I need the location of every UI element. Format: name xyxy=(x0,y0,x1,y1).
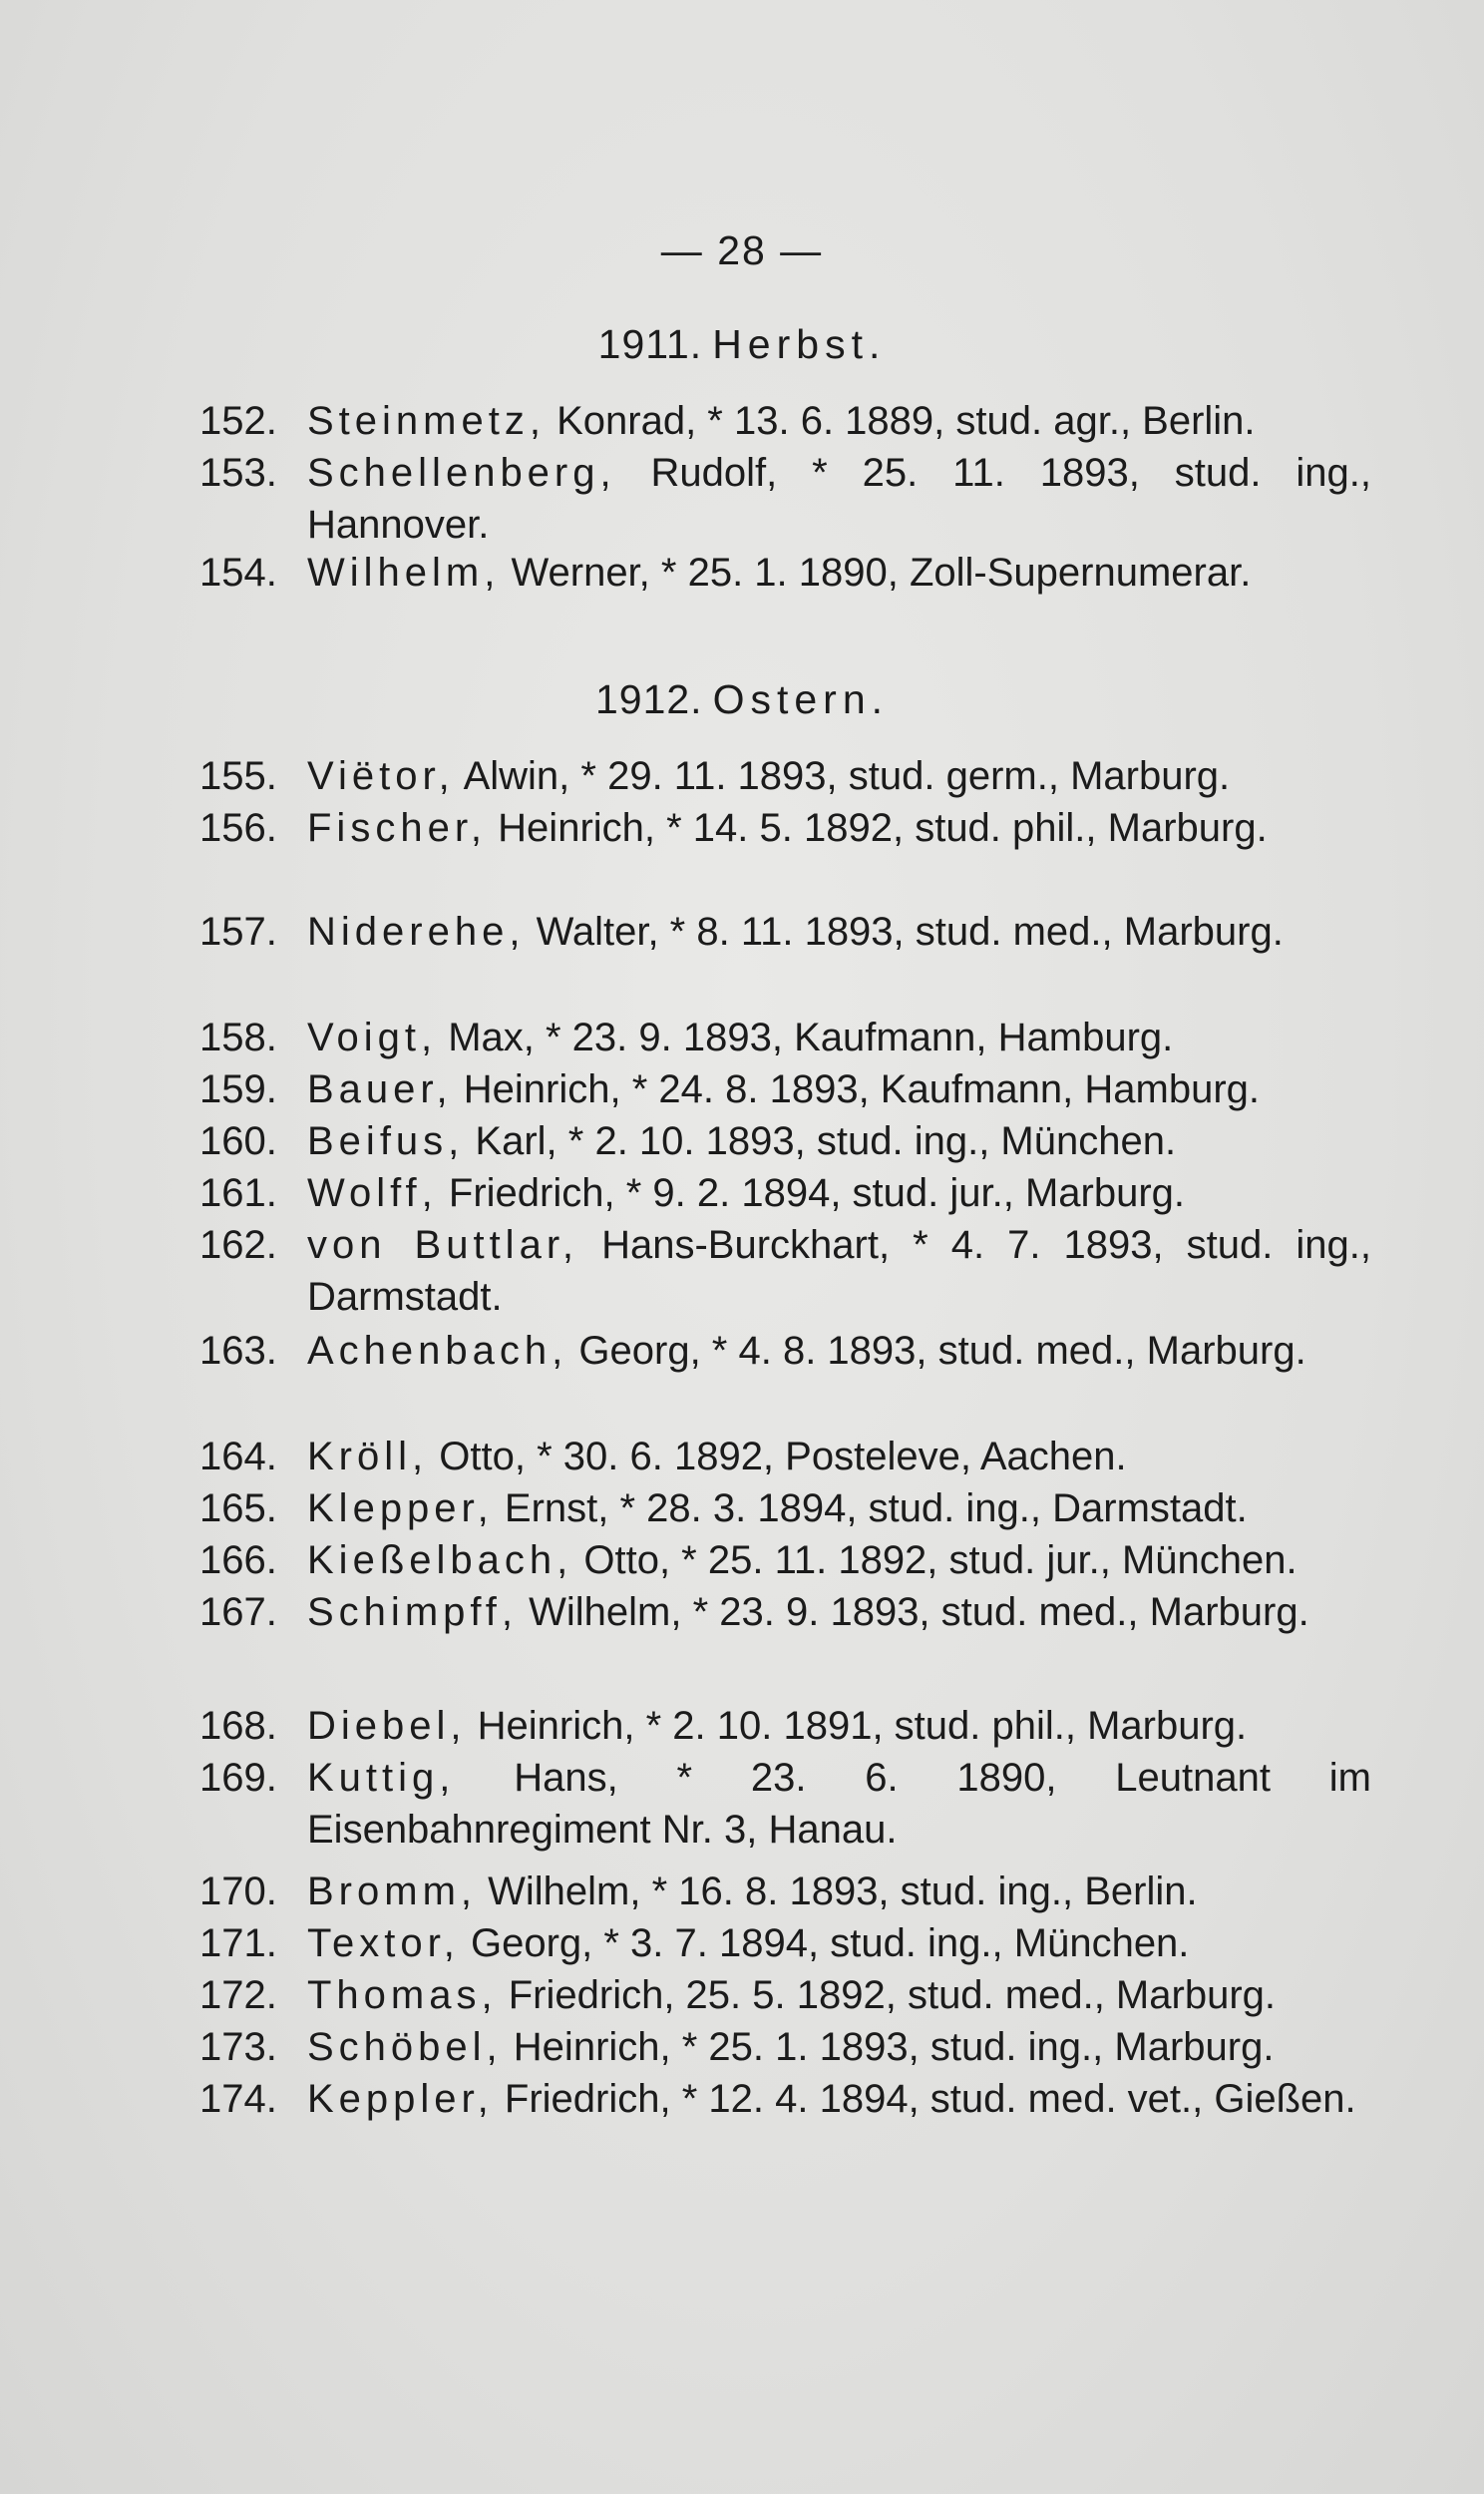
list-item xyxy=(199,1917,1371,1969)
entry-number: 152. xyxy=(199,399,277,443)
entry-surname: Schimpff, xyxy=(307,1590,518,1634)
entry-number: 154. xyxy=(199,551,277,595)
entry-number: 171. xyxy=(199,1921,277,1965)
entry-surname: Keppler, xyxy=(307,2077,494,2121)
entry-number: 168. xyxy=(199,1704,277,1748)
entry-details: Otto, * 25. 11. 1892, stud. jur., München. xyxy=(583,1538,1298,1582)
entry-surname: Voigt, xyxy=(307,1016,438,1059)
entry-details: Friedrich, * 12. 4. 1894, stud. med. vet., Gießen. xyxy=(504,2077,1356,2121)
list-item xyxy=(199,395,1371,447)
entry-surname: Beifus, xyxy=(307,1119,465,1163)
entry-details: Walter, * 8. 11. 1893, stud. med., Marburg. xyxy=(536,910,1284,954)
list-item xyxy=(199,802,1371,854)
entry-details: Wilhelm, * 23. 9. 1893, stud. med., Marburg. xyxy=(529,1590,1309,1634)
entry-details: Max, * 23. 9. 1893, Kaufmann, Hamburg. xyxy=(448,1016,1174,1059)
entry-number: 170. xyxy=(199,1870,277,1913)
entry-number: 173. xyxy=(199,2025,277,2069)
list-item xyxy=(199,1752,1371,1856)
entry-number: 172. xyxy=(199,1973,277,2017)
entry-surname: von Buttlar, xyxy=(307,1223,579,1267)
list-item xyxy=(199,2021,1371,2073)
section-heading-1912-ostern xyxy=(0,676,1484,723)
entry-surname: Viëtor, xyxy=(307,754,455,798)
entry-number: 155. xyxy=(199,754,277,798)
entry-surname: Wilhelm, xyxy=(307,551,501,595)
entry-details: Wilhelm, * 16. 8. 1893, stud. ing., Berlin. xyxy=(488,1870,1198,1913)
list-item xyxy=(199,750,1371,802)
entry-surname: Bromm, xyxy=(307,1870,477,1913)
entry-number: 156. xyxy=(199,806,277,850)
entry-details: Heinrich, * 14. 5. 1892, stud. phil., Marburg. xyxy=(498,806,1268,850)
entry-details: Konrad, * 13. 6. 1889, stud. agr., Berlin. xyxy=(556,399,1256,443)
entry-number: 163. xyxy=(199,1329,277,1373)
list-item xyxy=(199,547,1371,599)
page-number: — 28 — xyxy=(660,227,824,273)
section-heading-1911-herbst xyxy=(0,321,1484,368)
entry-surname: Kröll, xyxy=(307,1435,429,1478)
entry-details: Hans, * 23. 6. 1890, Leutnant im Eisenbahnregiment Nr. 3, Hanau. xyxy=(307,1756,1371,1852)
entry-details: Hans-Burckhart, * 4. 7. 1893, stud. ing., Darmstadt. xyxy=(307,1223,1371,1319)
entry-surname: Kießelbach, xyxy=(307,1538,573,1582)
entry-number: 162. xyxy=(199,1223,277,1267)
list-item xyxy=(199,1167,1371,1219)
list-item xyxy=(199,1431,1371,1482)
entry-details: Alwin, * 29. 11. 1893, stud. germ., Marburg. xyxy=(463,754,1231,798)
list-item xyxy=(199,1219,1371,1323)
entry-surname: Bauer, xyxy=(307,1067,453,1111)
list-item xyxy=(199,1586,1371,1638)
list-item xyxy=(199,2073,1371,2125)
entry-details: Friedrich, * 9. 2. 1894, stud. jur., Marburg. xyxy=(448,1171,1186,1215)
entry-number: 164. xyxy=(199,1435,277,1478)
list-item xyxy=(199,1115,1371,1167)
entry-number: 160. xyxy=(199,1119,277,1163)
section-season: Ostern. xyxy=(712,676,890,722)
entry-number: 174. xyxy=(199,2077,277,2121)
entry-details: Ernst, * 28. 3. 1894, stud. ing., Darmstadt. xyxy=(504,1486,1248,1530)
list-item xyxy=(199,1482,1371,1534)
section-year: 1912. xyxy=(594,676,703,722)
list-item xyxy=(199,906,1371,958)
entry-surname: Diebel, xyxy=(307,1704,467,1748)
entry-details: Friedrich, 25. 5. 1892, stud. med., Marburg. xyxy=(508,1973,1276,2017)
list-item xyxy=(199,447,1371,551)
entry-surname: Steinmetz, xyxy=(307,399,546,443)
entry-surname: Niderehe, xyxy=(307,910,526,954)
entry-surname: Textor, xyxy=(307,1921,460,1965)
entry-number: 169. xyxy=(199,1756,277,1800)
section-season: Herbst. xyxy=(712,321,887,367)
entry-details: Karl, * 2. 10. 1893, stud. ing., München. xyxy=(475,1119,1177,1163)
entry-surname: Kuttig, xyxy=(307,1756,456,1800)
list-item xyxy=(199,1969,1371,2021)
entry-details: Rudolf, * 25. 11. 1893, stud. ing., Hannover. xyxy=(307,451,1371,547)
entry-details: Otto, * 30. 6. 1892, Posteleve, Aachen. xyxy=(439,1435,1127,1478)
list-item xyxy=(199,1325,1371,1377)
entry-number: 159. xyxy=(199,1067,277,1111)
entry-details: Heinrich, * 2. 10. 1891, stud. phil., Marburg. xyxy=(477,1704,1248,1748)
entry-number: 165. xyxy=(199,1486,277,1530)
entry-details: Georg, * 3. 7. 1894, stud. ing., München. xyxy=(470,1921,1190,1965)
entry-number: 158. xyxy=(199,1016,277,1059)
list-item xyxy=(199,1063,1371,1115)
entry-surname: Wolff, xyxy=(307,1171,438,1215)
entry-surname: Thomas, xyxy=(307,1973,498,2017)
list-item xyxy=(199,1012,1371,1063)
entry-number: 166. xyxy=(199,1538,277,1582)
entry-surname: Klepper, xyxy=(307,1486,494,1530)
entry-number: 157. xyxy=(199,910,277,954)
entry-number: 153. xyxy=(199,451,277,495)
list-item xyxy=(199,1534,1371,1586)
entry-details: Heinrich, * 24. 8. 1893, Kaufmann, Hamburg. xyxy=(463,1067,1261,1111)
entry-surname: Achenbach, xyxy=(307,1329,568,1373)
entry-number: 161. xyxy=(199,1171,277,1215)
list-item xyxy=(199,1700,1371,1752)
entry-surname: Schöbel, xyxy=(307,2025,503,2069)
list-item xyxy=(199,1866,1371,1917)
section-year: 1911. xyxy=(597,321,703,367)
entry-details: Werner, * 25. 1. 1890, Zoll-Supernumerar. xyxy=(511,551,1252,595)
entry-surname: Schellenberg, xyxy=(307,451,616,495)
entry-number: 167. xyxy=(199,1590,277,1634)
entry-surname: Fischer, xyxy=(307,806,488,850)
entry-details: Heinrich, * 25. 1. 1893, stud. ing., Marburg. xyxy=(513,2025,1275,2069)
entry-details: Georg, * 4. 8. 1893, stud. med., Marburg. xyxy=(578,1329,1306,1373)
